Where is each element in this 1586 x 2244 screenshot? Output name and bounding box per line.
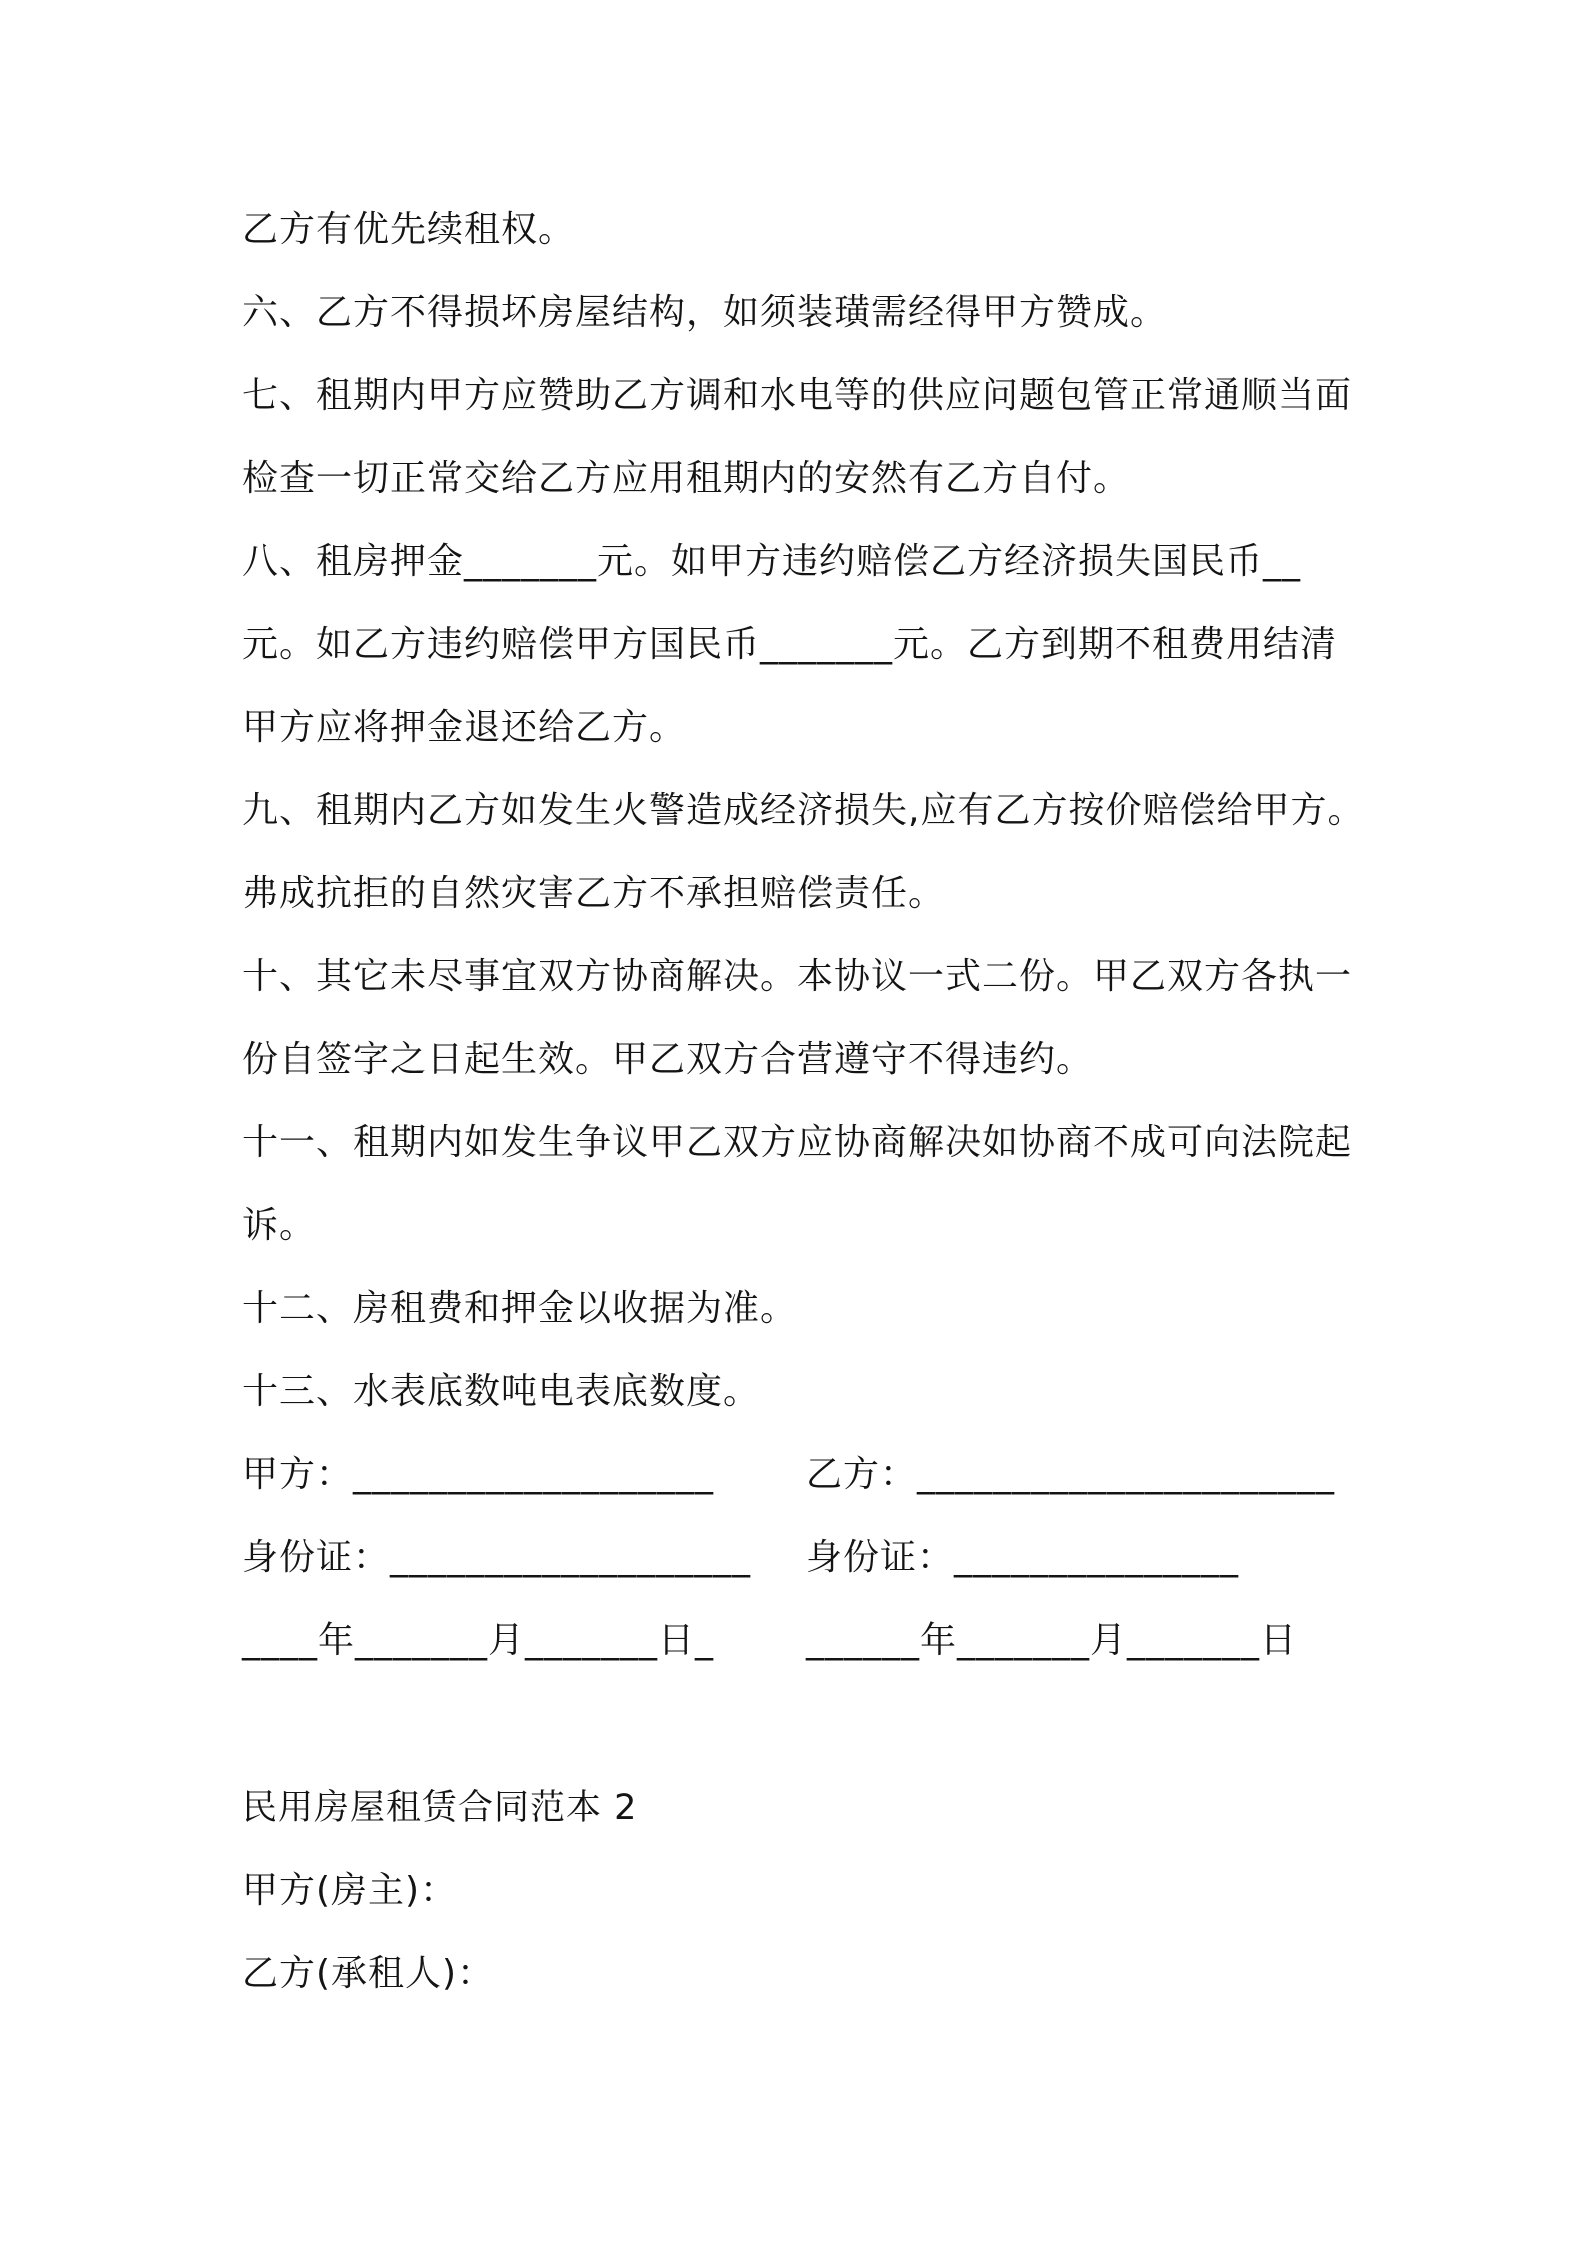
paragraph-line: 元。如乙方违约赔偿甲方国民币_______元。乙方到期不租费用结清 [242, 624, 1338, 665]
paragraph-line: 十二、房租费和押金以收据为准。 [242, 1288, 798, 1329]
paragraph-line: 诉。 [242, 1205, 317, 1246]
paragraph-line: 十、其它未尽事宜双方协商解决。本协议一式二份。甲乙双方各执一 [242, 956, 1353, 997]
paragraph-line: 八、租房押金_______元。如甲方违约赔偿乙方经济损失国民币__ [242, 541, 1302, 582]
party-b-signature-field: 乙方：______________________ [806, 1454, 1336, 1495]
paragraph-line: 份自签字之日起生效。甲乙双方合营遵守不得违约。 [242, 1039, 1094, 1080]
party-a-id-field: 身份证：___________________ [242, 1537, 752, 1578]
paragraph-line: 弗成抗拒的自然灾害乙方不承担赔偿责任。 [242, 873, 946, 914]
landlord-label: 甲方(房主)： [242, 1870, 458, 1911]
party-b-id-field: 身份证：_______________ [806, 1537, 1240, 1578]
party-a-date-field: ____年_______月_______日_ [242, 1620, 715, 1661]
paragraph-line: 六、乙方不得损坏房屋结构，如须装璜需经得甲方赞成。 [242, 292, 1168, 333]
paragraph-line: 七、租期内甲方应赞助乙方调和水电等的供应问题包管正常通顺当面 [242, 375, 1353, 416]
section-title: 民用房屋租赁合同范本 2 [242, 1788, 638, 1828]
paragraph-line: 九、租期内乙方如发生火警造成经济损失,应有乙方按价赔偿给甲方。 [242, 790, 1365, 831]
paragraph-line: 十三、水表底数吨电表底数度。 [242, 1371, 761, 1412]
party-b-date-field: ______年_______月_______日 [806, 1620, 1297, 1661]
paragraph-line: 甲方应将押金退还给乙方。 [242, 707, 687, 748]
tenant-label: 乙方(承租人)： [242, 1953, 495, 1994]
party-a-signature-field: 甲方：___________________ [242, 1454, 715, 1495]
paragraph-line: 乙方有优先续租权。 [242, 209, 576, 250]
paragraph-line: 十一、租期内如发生争议甲乙双方应协商解决如协商不成可向法院起 [242, 1122, 1353, 1163]
paragraph-line: 检查一切正常交给乙方应用租期内的安然有乙方自付。 [242, 458, 1131, 499]
